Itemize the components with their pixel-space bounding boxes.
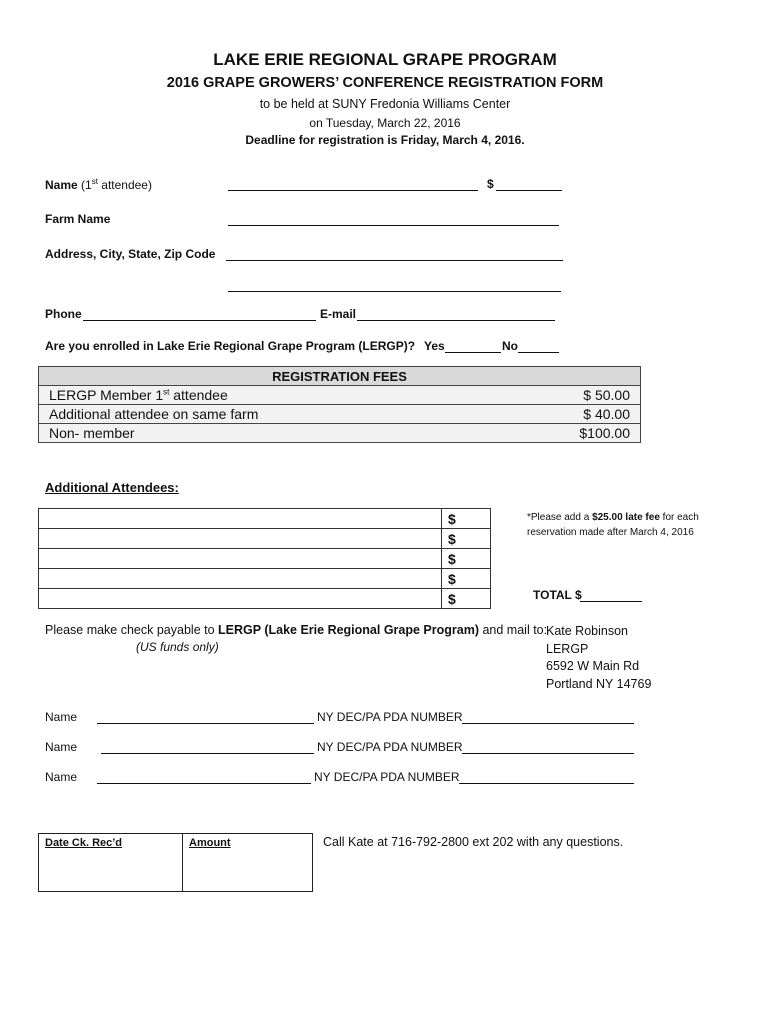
additional-attendees-table <box>38 508 491 609</box>
email-label: E-mail <box>320 307 357 321</box>
total-label: TOTAL $ <box>533 588 582 602</box>
address-line: LERGP <box>546 641 589 656</box>
attendee-dollar[interactable]: $ <box>442 589 491 609</box>
enrolled-question: Are you enrolled in Lake Erie Regional Grape Program (LERGP)? <box>45 339 416 353</box>
attendee-row[interactable] <box>39 589 491 609</box>
fee-label: Additional attendee on same farm <box>49 406 259 422</box>
additional-attendees-heading: Additional Attendees: <box>45 480 179 495</box>
attendee-name-cell[interactable] <box>39 529 442 549</box>
address-field-1[interactable] <box>226 246 563 261</box>
fee-price: $ 40.00 <box>498 405 640 424</box>
attendee-row[interactable] <box>39 569 491 589</box>
pda-number-label: NY DEC/PA PDA NUMBER <box>314 770 460 784</box>
attendee-name-cell[interactable] <box>39 509 442 529</box>
late-fee-pre: *Please add a <box>527 512 593 523</box>
attendee-name-field[interactable] <box>228 176 478 191</box>
amount-label: Amount <box>189 837 231 849</box>
pda-number-field[interactable] <box>459 769 634 784</box>
name-label-text: Name <box>45 178 78 192</box>
name-paren-rest: attendee) <box>97 178 152 192</box>
late-fee-note <box>527 510 717 540</box>
fee-price: $ 50.00 <box>498 386 640 405</box>
pda-name-label: Name <box>45 770 78 784</box>
address-field-2[interactable] <box>228 277 561 292</box>
attendee-name-cell[interactable] <box>39 549 442 569</box>
payment-payee: LERGP (Lake Erie Regional Grape Program) <box>218 623 479 637</box>
name-paren: (1 <box>81 178 92 192</box>
payment-pre: Please make check payable to <box>45 623 219 637</box>
name-sup: st <box>91 177 98 186</box>
questions-contact: Call Kate at 716-792-2800 ext 202 with any questions. <box>323 835 624 849</box>
registration-fees-table <box>38 366 641 443</box>
yes-label: Yes <box>424 339 445 353</box>
late-fee-amount: $25.00 late fee <box>592 512 660 523</box>
mailing-address <box>546 623 651 693</box>
pda-name-label: Name <box>45 710 78 724</box>
pda-number-field[interactable] <box>462 739 634 754</box>
attendee-amount-field[interactable] <box>496 176 562 191</box>
office-use-box <box>38 833 313 892</box>
venue-line: to be held at SUNY Fredonia Williams Center <box>259 97 511 111</box>
deadline-line: Deadline for registration is Friday, March 4, 2016. <box>245 133 525 147</box>
fee-label: LERGP Member 1 <box>49 387 164 403</box>
farm-name-field[interactable] <box>228 211 559 226</box>
fee-row <box>39 424 641 443</box>
farm-name-label: Farm Name <box>45 212 111 226</box>
date-line: on Tuesday, March 22, 2016 <box>309 116 461 130</box>
address-line: 6592 W Main Rd <box>546 659 640 673</box>
fees-heading: REGISTRATION FEES <box>39 367 641 386</box>
yes-field[interactable] <box>445 338 501 353</box>
pda-name-field[interactable] <box>97 709 314 724</box>
form-subtitle: 2016 GRAPE GROWERS’ CONFERENCE REGISTRATION FORM <box>166 75 604 91</box>
payment-instructions <box>45 623 547 637</box>
name-dollar: $ <box>487 177 494 191</box>
pda-name-field[interactable] <box>101 739 314 754</box>
attendee-dollar[interactable]: $ <box>442 529 491 549</box>
attendee-dollar[interactable]: $ <box>442 549 491 569</box>
attendee-row[interactable] <box>39 509 491 529</box>
email-field[interactable] <box>357 306 555 321</box>
no-field[interactable] <box>518 338 559 353</box>
pda-number-label: NY DEC/PA PDA NUMBER <box>317 740 463 754</box>
attendee-row[interactable] <box>39 549 491 569</box>
pda-name-field[interactable] <box>97 769 311 784</box>
page-title: LAKE ERIE REGIONAL GRAPE PROGRAM <box>213 50 557 69</box>
attendee-row[interactable] <box>39 529 491 549</box>
no-label: No <box>502 339 518 353</box>
phone-label: Phone <box>45 307 82 321</box>
fee-row <box>39 405 641 424</box>
attendee-dollar[interactable]: $ <box>442 509 491 529</box>
late-fee-post: for each reservation made after March 4, 2016 <box>527 512 699 538</box>
attendee-name-cell[interactable] <box>39 569 442 589</box>
attendee-dollar[interactable]: $ <box>442 569 491 589</box>
total-field[interactable] <box>580 587 642 602</box>
fee-label-rest: attendee <box>169 387 228 403</box>
pda-number-field[interactable] <box>462 709 634 724</box>
fee-sup: st <box>163 387 170 397</box>
address-line: Kate Robinson <box>546 624 629 638</box>
date-received-label: Date Ck. Rec’d <box>39 834 183 891</box>
pda-number-label: NY DEC/PA PDA NUMBER <box>317 710 463 724</box>
fee-price: $100.00 <box>498 424 640 443</box>
fee-row <box>39 386 641 405</box>
phone-field[interactable] <box>83 306 316 321</box>
payment-post: and mail to: <box>479 623 548 637</box>
attendee-name-cell[interactable] <box>39 589 442 609</box>
address-line: Portland NY 14769 <box>546 676 652 691</box>
us-funds-note: (US funds only) <box>136 640 219 654</box>
pda-name-label: Name <box>45 740 78 754</box>
name-label-1 <box>45 177 152 192</box>
address-label: Address, City, State, Zip Code <box>45 247 216 261</box>
fee-label: Non- member <box>49 425 135 441</box>
